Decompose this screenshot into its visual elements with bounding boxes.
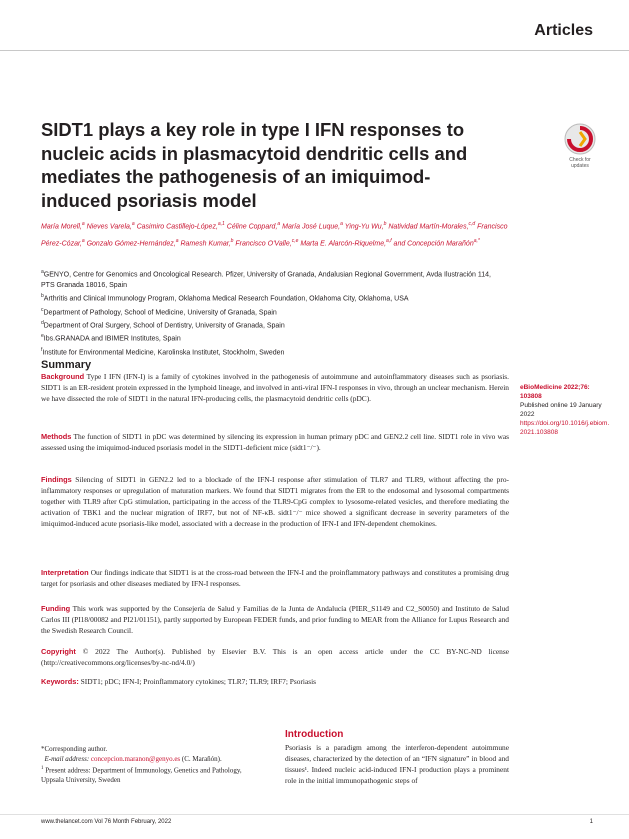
author-affiliation-sup: b: [230, 238, 234, 245]
author-affiliation-sup: a: [277, 221, 281, 227]
affiliation: [41, 305, 501, 318]
citation-sidebar: [520, 383, 610, 437]
affiliation-text: Ibs.GRANADA and IBIMER Institutes, Spain: [43, 335, 181, 343]
author-name: Casimiro Castillejo-López,: [136, 223, 218, 231]
affiliation: [41, 331, 501, 344]
funding-label: Funding: [41, 604, 71, 613]
author-affiliation-sup: a: [81, 221, 85, 227]
author-name: María Morell,: [41, 223, 82, 231]
author-affiliation-sup: a: [175, 238, 179, 245]
article-title: SIDT1 plays a key role in type I IFN responses to nucleic acids in plasmacytoid dendritic cells and mediates the pathogenesis of an imiquimod-induced psoriasis model: [41, 119, 468, 211]
email-line: [41, 754, 261, 764]
author-affiliation-sup: a: [131, 221, 135, 227]
author-list: [41, 217, 511, 252]
affiliation-text: GENYO, Centre for Genomics and Oncological Research. Pfizer, University of Granada, Andalusian Regional Government, Avda Ilustración 114, PTS Granada 18016, Spain: [41, 271, 491, 290]
present-address-sup: 1: [41, 766, 44, 771]
affiliation-text: Arthritis and Clinical Immunology Program, Oklahoma Medical Research Foundation, Oklahoma City, Oklahoma, USA: [43, 295, 409, 303]
affiliation: [41, 267, 501, 291]
affiliation: [41, 318, 501, 331]
background-text: Type I IFN (IFN-I) is a family of cytokines involved in the pathogenesis of autoimmune and autoinflammatory diseases such as psoriasis. SIDT1 is an ER-resident protein expressed in the lymphoid lineage, and involved in anti-viral IFN-I responses in vivo, through an unclear mechanism. Herein we have dissected the role of SIDT1 in the natural IFN-producing cells, the plasmacytoid dendritic cells (pDC).: [41, 372, 509, 404]
keywords-paragraph: [41, 676, 509, 687]
footer-journal[interactable]: www.thelancet.com Vol 76 Month February, 2022: [41, 819, 172, 825]
interpretation-label: Interpretation: [41, 568, 89, 577]
keywords-text: SIDT1; pDC; IFN-I; Proinflammatory cytokines; TLR7; TLR9; IRF7; Psoriasis: [80, 677, 317, 686]
top-rule: [0, 50, 629, 51]
author-name: Ramesh Kumar,: [180, 240, 231, 248]
copyright-text[interactable]: © 2022 The Author(s). Published by Elsevier B.V. This is an open access article under the CC BY-NC-ND license (http://creativecommons.org/licenses/by-nc-nd/4.0/): [41, 647, 509, 668]
methods-text: The function of SIDT1 in pDC was determined by silencing its expression in human primary pDC and GEN2.2 cell line. SIDT1 role in vivo was assessed using the imiquimod-induced psoriasis model in the SIDT1-deficient mice (sidt1⁻/⁻).: [41, 432, 509, 453]
author-affiliation-sup: a: [340, 221, 343, 227]
funding-text: This work was supported by the Consejería de Salud y Familias de la Junta de Andalucía (PIER_S1149 and C2_S0050) and Instituto de Salud Carlos III (PI18/00082 and PI21/01151), partly supported by European FEDER funds, and prior funding to MEAR from the Alliance for Lupus Research and the Swedish Research Council.: [41, 604, 510, 636]
affiliation-sup: c: [41, 306, 44, 313]
affiliation-sup: e: [41, 333, 44, 340]
author-affiliation-sup: c,e: [291, 238, 299, 245]
interpretation-paragraph: [41, 567, 509, 589]
footer-rule: [0, 814, 629, 815]
author-name: Marta E. Alarcón-Riquelme,: [300, 240, 387, 248]
affiliation-text: Department of Oral Surgery, School of Dentistry, University of Granada, Spain: [43, 322, 285, 330]
author-name: Francisco O'Valle,: [235, 240, 292, 248]
funding-paragraph: [41, 603, 509, 636]
affiliation-text: Institute for Environmental Medicine, Karolinska Institutet, Stockholm, Sweden: [42, 348, 285, 356]
author-affiliation-sup: a,f: [386, 238, 392, 245]
author-affiliation-sup: a: [81, 238, 85, 245]
published-date: Published online 19 January 2022: [520, 402, 602, 418]
author-name: Natividad Martín-Morales,: [388, 223, 469, 231]
author-name: María José Luque,: [282, 223, 341, 231]
email-label: E-mail address:: [44, 755, 90, 763]
affiliation-sup: a: [41, 269, 44, 275]
affiliation: [41, 291, 501, 304]
affiliation: [41, 345, 501, 358]
author-affiliation-sup: c,d: [468, 221, 476, 227]
page-number: 1: [589, 819, 593, 825]
author-affiliation-sup: a,1: [217, 221, 225, 227]
check-for-updates-label: Check for updates: [569, 157, 591, 169]
background-paragraph: [41, 371, 509, 404]
author-name: and Concepción Marañón: [393, 240, 474, 248]
affiliation-text: Department of Pathology, School of Medicine, University of Granada, Spain: [43, 308, 277, 316]
copyright-label: Copyright: [41, 647, 76, 656]
email-name: (C. Marañón).: [181, 755, 222, 763]
citation: eBioMedicine 2022;76: 103808: [520, 384, 590, 400]
author-affiliation-sup: a,*: [473, 238, 480, 245]
present-address-text: Present address: Department of Immunology, Genetics and Pathology, Uppsala University, Sweden: [41, 766, 242, 785]
keywords-label: Keywords:: [41, 677, 79, 686]
summary-heading: Summary: [41, 359, 92, 371]
introduction-heading: Introduction: [285, 729, 344, 740]
methods-label: Methods: [41, 432, 72, 441]
corresponding-author: *Corresponding author.: [41, 745, 108, 753]
copyright-paragraph: [41, 646, 509, 668]
correspondence-footnote: [41, 744, 261, 785]
author-name: Nieves Varela,: [86, 223, 132, 231]
author-name: Céline Coppard,: [226, 223, 278, 231]
author-affiliation-sup: b: [383, 221, 387, 227]
background-label: Background: [41, 372, 85, 381]
affiliation-sup: f: [41, 346, 43, 353]
author-name: Ying-Yu Wu,: [344, 223, 384, 231]
section-label: Articles: [534, 22, 593, 39]
present-address: [41, 764, 261, 785]
author-name: Gonzalo Gómez-Hernández,: [86, 240, 176, 248]
findings-text: Silencing of SIDT1 in GEN2.2 led to a blockade of the IFN-I response after stimulation of TLR7 and TLR9, without affecting the pro-inflammatory responses or upregulation of maturation markers. We found that SIDT1 migrates from the ER to the endosomal and lysosomal compartments together with TLR9 after CpG stimulation, participating in the access of the TLR9-CpG complex to lysosome-related vesicles, and therefore mediating the activation of TBK1 and the nuclear migration of IRF7, but not of NF-κB. sidt1⁻/⁻ mice showed a significant decrease in severity parameters of the imiquimod-induced acute psoriasis-like model, associated with a decrease in the production of IFN-I and IFN-dependent chemokines.: [41, 475, 509, 529]
check-for-updates-icon[interactable]: [563, 122, 597, 156]
affiliation-list: [41, 267, 501, 358]
author-name: Francisco Pérez-Cózar,: [41, 223, 508, 248]
introduction-text: Psoriasis is a paradigm among the interferon-dependent autoimmune diseases, characterized by the detection of an “IFN signature” in blood and tissues¹. Indeed nucleic acid-induced IFN-I production plays a prominent role in the initial immunopathogenic steps of: [285, 743, 509, 785]
findings-label: Findings: [41, 475, 72, 484]
email-link[interactable]: concepcion.maranon@genyo.es: [90, 755, 181, 763]
methods-paragraph: [41, 431, 509, 453]
doi-link[interactable]: https://doi.org/10.1016/j.ebiom.2021.103808: [520, 420, 610, 436]
interpretation-text: Our findings indicate that SIDT1 is at the cross-road between the IFN-I and the proinflammatory pathways and constitutes a promising drug target for psoriasis and other diseases mediated by IFN-I responses.: [41, 568, 509, 589]
affiliation-sup: d: [41, 319, 44, 326]
affiliation-sup: b: [41, 293, 44, 300]
findings-paragraph: [41, 474, 509, 529]
